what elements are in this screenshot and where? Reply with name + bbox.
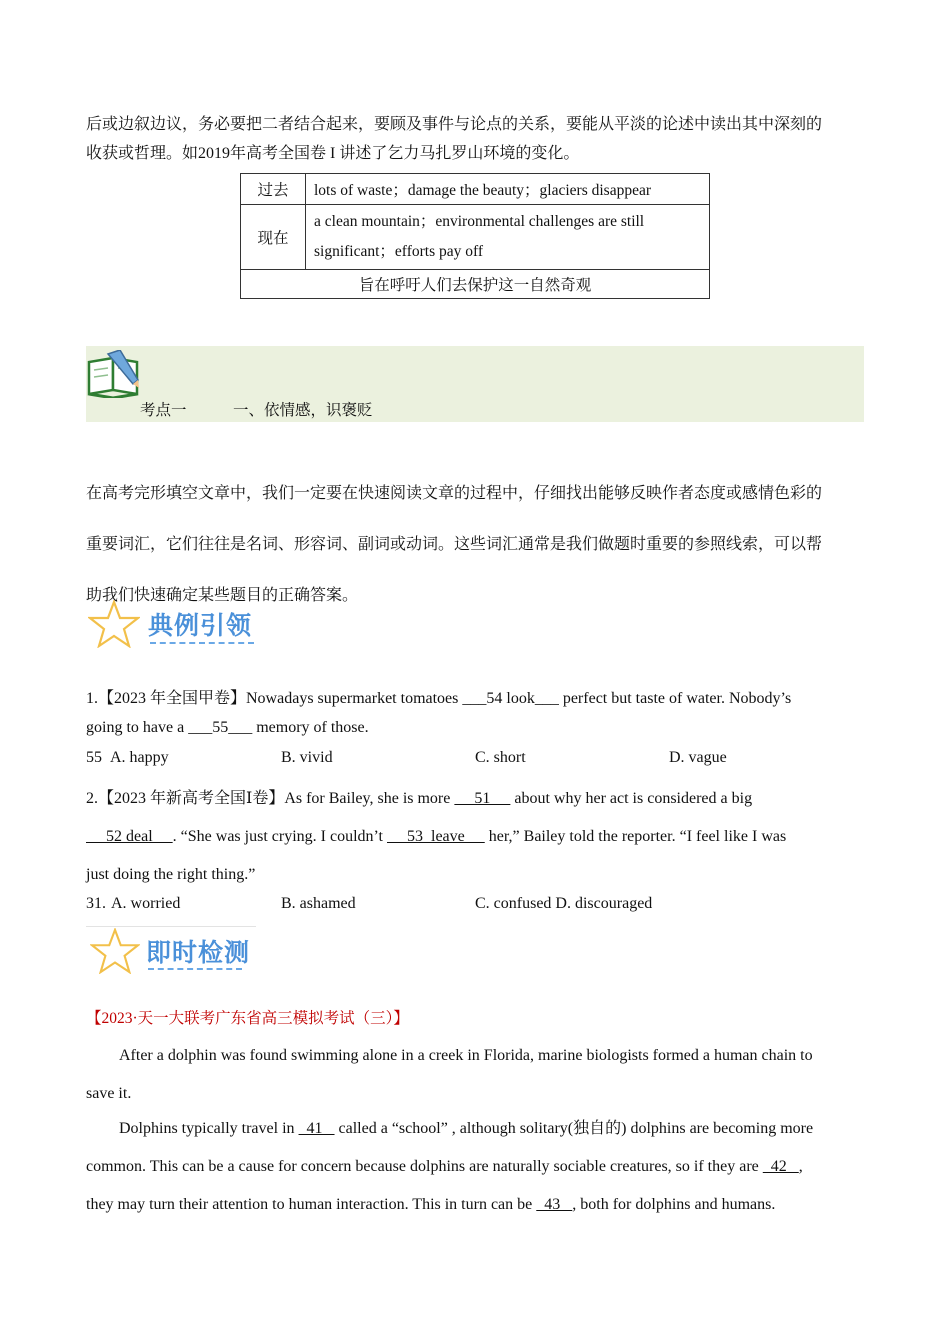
q2-line-1 bbox=[86, 780, 864, 818]
table-row bbox=[241, 174, 710, 205]
star-icon bbox=[88, 600, 140, 648]
section-title-practice: 即时检测 bbox=[146, 938, 251, 967]
topic-banner bbox=[86, 346, 864, 422]
banner-label: 考点一 bbox=[140, 402, 187, 419]
intro-paragraph bbox=[86, 110, 864, 168]
q1-line-1: 1.【2023 年全国甲卷】Nowadays supermarket tomatoes ___54 look___ perfect but taste of water. Nobody’s bbox=[86, 690, 792, 707]
p2-text: common. This can be a cause for concern because dolphins are naturally sociable creatures, so if they are bbox=[86, 1158, 763, 1175]
p1-line-1: After a dolphin was found swimming alone in a creek in Florida, marine biologists formed a human chain to bbox=[119, 1047, 813, 1064]
q2-option-b: B. ashamed bbox=[281, 895, 356, 912]
p2-text: Dolphins typically travel in bbox=[119, 1120, 299, 1137]
table-summary: 旨在呼吁人们去保护这一自然奇观 bbox=[241, 270, 710, 299]
blank-51: 51 bbox=[454, 790, 511, 807]
blank-42: 42 bbox=[762, 1158, 799, 1175]
q2-text: about why her act is considered a big bbox=[510, 790, 753, 807]
body-line-3: 助我们快速确定某些题目的正确答案。 bbox=[86, 587, 359, 604]
blank-53: 53 leave bbox=[387, 828, 485, 845]
p2-text: , both for dolphins and humans. bbox=[572, 1196, 776, 1213]
p2-text: , bbox=[798, 1158, 803, 1175]
table-label-past: 过去 bbox=[241, 174, 306, 205]
table-row bbox=[241, 205, 710, 270]
q2-text: her,” Bailey told the reporter. “I feel like I was bbox=[484, 828, 787, 845]
section-title-underline bbox=[148, 968, 242, 970]
intro-line-2: 收获或哲理。如2019年高考全国卷 I 讲述了乞力马扎罗山环境的变化。 bbox=[86, 145, 580, 162]
p2-line-2 bbox=[86, 1148, 864, 1186]
table-cell-past: lots of waste；damage the beauty；glaciers disappear bbox=[306, 174, 710, 205]
q2-number: 31. bbox=[86, 895, 106, 912]
blank-52: 52 deal bbox=[86, 828, 173, 845]
q1-number: 55 bbox=[86, 749, 102, 766]
body-line-1: 在高考完形填空文章中，我们一定要在快速阅读文章的过程中，仔细找出能够反映作者态度或感情色彩的 bbox=[86, 485, 823, 502]
p2-line-1 bbox=[86, 1110, 864, 1148]
q1-option-b: B. vivid bbox=[281, 749, 333, 766]
q2-text: 2.【2023 年新高考全国Ⅰ卷】As for Bailey, she is more bbox=[86, 790, 455, 807]
banner-title: 一、依情感，识褒贬 bbox=[233, 402, 373, 419]
passage-paragraph-2 bbox=[86, 1110, 864, 1224]
book-pencil-icon bbox=[86, 350, 142, 398]
question-2 bbox=[86, 780, 864, 894]
q2-text: . “She was just crying. I couldn’t bbox=[172, 828, 387, 845]
q1-option-c: C. short bbox=[475, 749, 526, 766]
blank-41: 41 bbox=[298, 1120, 335, 1137]
p2-line-3 bbox=[86, 1186, 864, 1224]
body-line-2: 重要词汇，它们往往是名词、形容词、副词或动词。这些词汇通常是我们做题时重要的参照线索，可以帮 bbox=[86, 536, 823, 553]
blank-43: 43 bbox=[536, 1196, 573, 1213]
q2-line-2 bbox=[86, 818, 864, 856]
table-cell-now bbox=[306, 205, 710, 270]
p2-text: they may turn their attention to human interaction. This in turn can be bbox=[86, 1196, 537, 1213]
section-title-underline bbox=[150, 642, 254, 644]
q2-line-3: just doing the right thing.” bbox=[86, 866, 256, 883]
body-paragraph bbox=[86, 468, 864, 621]
q1-line-2: going to have a ___55___ memory of those. bbox=[86, 719, 369, 736]
p1-line-2: save it. bbox=[86, 1085, 132, 1102]
table-label-now: 现在 bbox=[241, 205, 306, 270]
q2-option-a: A. worried bbox=[111, 895, 181, 912]
star-icon bbox=[90, 928, 140, 974]
passage-source: 【2023·天一大联考广东省高三模拟考试（三）】 bbox=[86, 1010, 409, 1027]
p2-text: called a “school” , although solitary(独自的) dolphins are becoming more bbox=[334, 1120, 814, 1137]
table-row bbox=[241, 270, 710, 299]
kilimanjaro-table bbox=[240, 173, 710, 299]
q1-option-d: D. vague bbox=[669, 749, 727, 766]
section-divider bbox=[86, 926, 256, 927]
table-cell-now-line-2: significant；efforts pay off bbox=[314, 243, 484, 260]
q1-option-a: A. happy bbox=[110, 749, 169, 766]
question-1 bbox=[86, 684, 864, 742]
intro-line-1: 后或边叙边议，务必要把二者结合起来，要顾及事件与论点的关系，要能从平淡的论述中读出其中深刻的 bbox=[86, 116, 823, 133]
table-cell-now-line-1: a clean mountain；environmental challenges are still bbox=[314, 213, 645, 230]
section-title-examples: 典例引领 bbox=[148, 611, 253, 640]
passage-paragraph-1 bbox=[86, 1037, 864, 1113]
q2-option-cd: C. confused D. discouraged bbox=[475, 895, 653, 912]
